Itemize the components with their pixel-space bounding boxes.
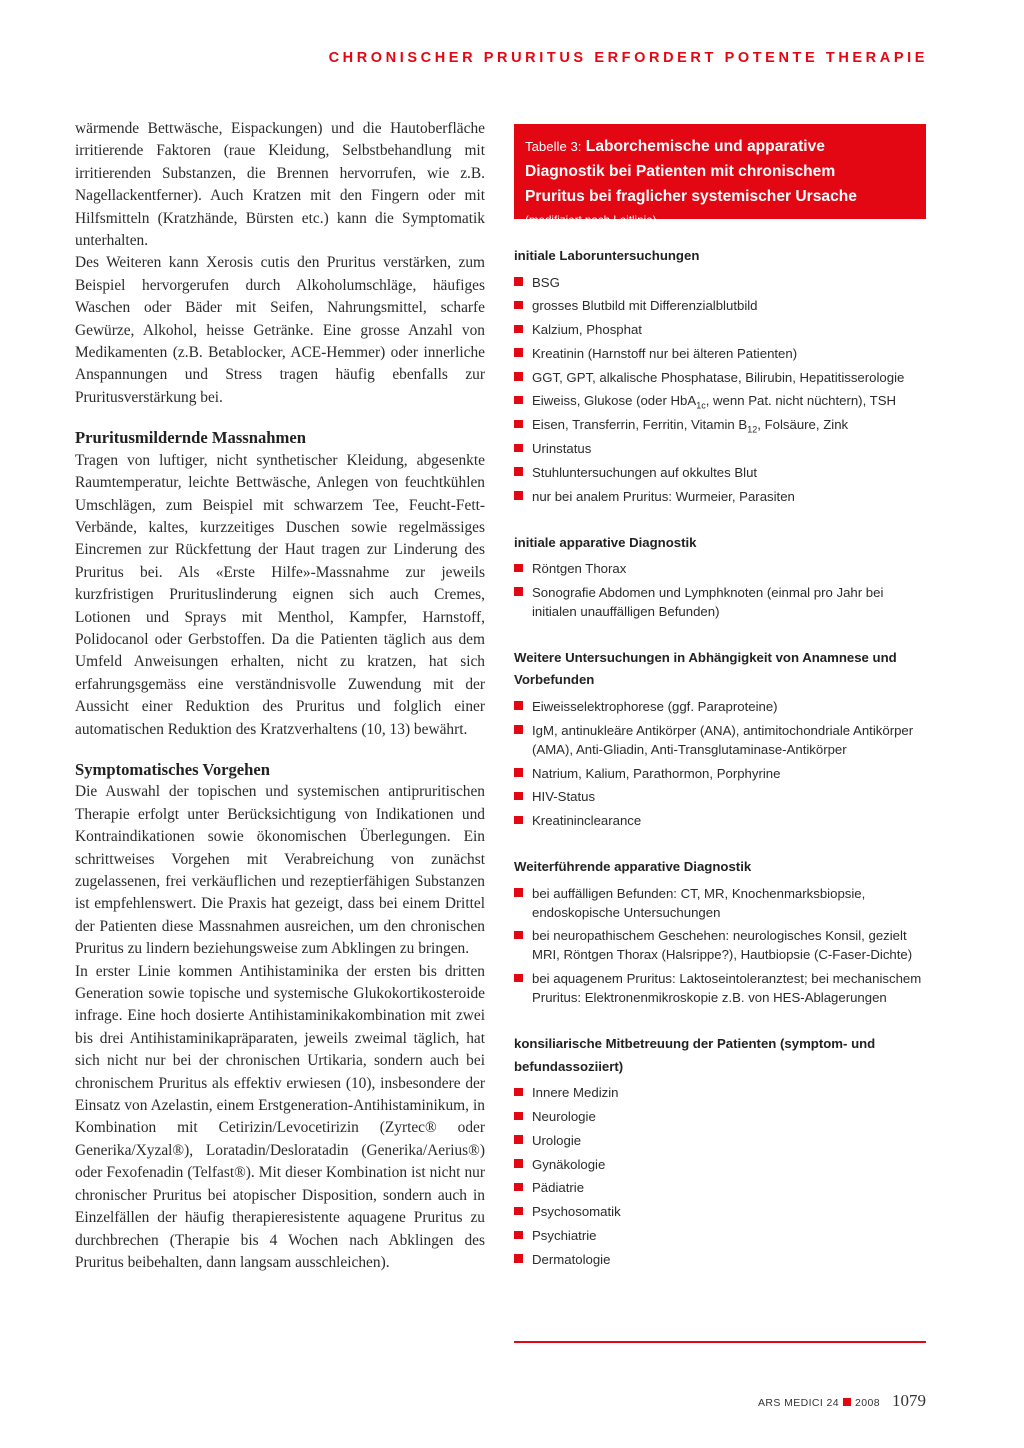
table-title-line: Laborchemische und apparative bbox=[585, 138, 825, 155]
bullet-square-icon bbox=[514, 325, 523, 334]
list-item: Eiweiss, Glukose (oder HbA$_{1c}$, wenn Pat. nicht nüchtern), TSH bbox=[514, 391, 926, 410]
bullet-square-icon bbox=[514, 420, 523, 429]
paragraph: Die Auswahl der topischen und systemischen antipruritischen Therapie erfolgt unter Berücksichtigung von Indikationen und Kontraindikationen sowie ökonomischen Überlegungen. Ein schrittweises Vorgehen mit Verabreichung von zunächst zugelassenen, frei verkäuflichen und rezeptierfähigen Substanzen ist empfehlenswert. Die Praxis hat gezeigt, dass bei einem Drittel der Patienten diese Massnahmen ausreichen, um den chronischen Pruritus zu lindern beziehungsweise zum Abklingen zu bringen. bbox=[75, 783, 485, 958]
journal-year: 2008 bbox=[855, 1397, 880, 1409]
bullet-square-icon bbox=[514, 1231, 523, 1240]
bullet-square-icon bbox=[514, 1183, 523, 1192]
list-item: Urinstatus bbox=[514, 439, 926, 458]
bullet-square-icon bbox=[514, 1159, 523, 1168]
list-item: Psychiatrie bbox=[514, 1226, 926, 1245]
table-section bbox=[514, 856, 926, 1007]
table-title-line: Pruritus bei fraglicher systemischer Ursache bbox=[525, 188, 857, 205]
paragraph: Tragen von luftiger, nicht synthetischer Kleidung, abgesenkte Raumtemperatur, leichte Bettwäsche, Anlegen von feuchtkühlen Umschlägen, zum Beispiel mit schwarzem Tee, Feucht-Fett-Verbände, kaltes, kurzzeitiges Duschen sowie regelmässiges Eincremen zur Rückfettung der Haut tragen zur Linderung des Pruritus bei. Als «Erste Hilfe»-Massnahme zur jeweils kurzfristigen Prurituslinderung eignen sich auch Cremes, Lotionen und Sprays mit Menthol, Kampfer, Harnstoff, Polidocanol oder Gerbstoffen. Da die Patienten täglich aus dem Umfeld Anweisungen erhalten, nicht zu kratzen, hat sich erfahrungsgemäss eine verständnisvolle Zuwendung mit der Aussicht einer Reduktion des Pruritus und folglich einer automatischen Reduktion des Kratzverhaltens (10, 13) bewährt. bbox=[75, 451, 485, 738]
list-item: Kreatinin (Harnstoff nur bei älteren Patienten) bbox=[514, 344, 926, 363]
list-item: Urologie bbox=[514, 1131, 926, 1150]
journal-name: ARS MEDICI 24 bbox=[757, 1397, 840, 1409]
list-item: Röntgen Thorax bbox=[514, 559, 926, 578]
section-heading: Pruritusmildernde Massnahmen bbox=[75, 428, 306, 448]
bullet-square-icon bbox=[514, 974, 523, 983]
list-item: nur bei analem Pruritus: Wurmeier, Parasiten bbox=[514, 487, 926, 506]
bullet-square-icon bbox=[514, 1207, 523, 1216]
bullet-square-icon bbox=[514, 1135, 523, 1144]
bullet-square-icon bbox=[514, 725, 523, 734]
bullet-square-icon bbox=[514, 931, 523, 940]
list-item: Innere Medizin bbox=[514, 1083, 926, 1102]
list-item: bei aquagenem Pruritus: Laktoseintoleranztest; bei mechanischem Pruritus: Elektronenmikroskopie z.B. von HES-Ablagerungen bbox=[514, 969, 926, 1007]
table-section bbox=[514, 647, 926, 830]
table-title-line: Diagnostik bei Patienten mit chronischem bbox=[525, 163, 836, 180]
bullet-square-icon bbox=[514, 816, 523, 825]
list-item: bei auffälligen Befunden: CT, MR, Knochenmarksbiopsie, endoskopische Untersuchungen bbox=[514, 884, 926, 922]
list-item: Dermatologie bbox=[514, 1250, 926, 1269]
list-item: Eiweisselektrophorese (ggf. Paraproteine) bbox=[514, 697, 926, 716]
bullet-square-icon bbox=[514, 564, 523, 573]
list-item: Eisen, Transferrin, Ferritin, Vitamin $B_{12}$, Folsäure, Zink bbox=[514, 415, 926, 434]
list-item: Sonografie Abdomen und Lymphknoten (einmal pro Jahr bei initialen unauffälligen Befunden) bbox=[514, 583, 926, 621]
list-item: grosses Blutbild mit Differenzialblutbild bbox=[514, 296, 926, 315]
section-title: Weitere Untersuchungen in Abhängigkeit von Anamnese und Vorbefunden bbox=[514, 649, 897, 688]
list-item: Kreatininclearance bbox=[514, 811, 926, 830]
section-title: initiale Laboruntersuchungen bbox=[514, 248, 700, 263]
bullet-square-icon bbox=[514, 1112, 523, 1121]
section-title: konsiliarische Mitbetreuung der Patienten (symptom- und befundassoziiert) bbox=[514, 1036, 876, 1074]
bullet-square-icon bbox=[514, 396, 523, 405]
bullet-square-icon bbox=[514, 348, 523, 357]
list-item: HIV-Status bbox=[514, 787, 926, 806]
footer-square-icon bbox=[843, 1398, 851, 1406]
list-item: Neurologie bbox=[514, 1107, 926, 1126]
bullet-square-icon bbox=[514, 1088, 523, 1097]
bullet-square-icon bbox=[514, 792, 523, 801]
list-item: Stuhluntersuchungen auf okkultes Blut bbox=[514, 463, 926, 482]
table-section bbox=[514, 532, 926, 621]
bullet-square-icon bbox=[514, 467, 523, 476]
page-footer bbox=[758, 1391, 926, 1411]
list-item: IgM, antinukleäre Antikörper (ANA), antimitochondriale Antikörper (AMA), Anti-Gliadin, Anti-Transglutaminase-Antikörper bbox=[514, 721, 926, 759]
bullet-square-icon bbox=[514, 587, 523, 596]
section-title: Weiterführende apparative Diagnostik bbox=[514, 859, 752, 875]
list-item: Gynäkologie bbox=[514, 1155, 926, 1174]
list-item: Natrium, Kalium, Parathormon, Porphyrine bbox=[514, 764, 926, 783]
bullet-square-icon bbox=[514, 277, 523, 286]
section-heading: Symptomatisches Vorgehen bbox=[75, 759, 270, 779]
article-body bbox=[75, 118, 485, 1274]
bullet-square-icon bbox=[514, 888, 523, 897]
section-title: initiale apparative Diagnostik bbox=[514, 534, 697, 550]
table-section bbox=[514, 1033, 926, 1269]
bullet-square-icon bbox=[514, 1254, 523, 1263]
bullet-square-icon bbox=[514, 701, 523, 710]
bullet-square-icon bbox=[514, 768, 523, 777]
running-header: CHRONISCHER PRURITUS ERFORDERT POTENTE THERAPIE bbox=[328, 50, 928, 66]
table-bottom-rule bbox=[514, 1341, 926, 1343]
list-item: Pädiatrie bbox=[514, 1178, 926, 1197]
bullet-square-icon bbox=[514, 301, 523, 310]
paragraph: In erster Linie kommen Antihistaminika der ersten bis dritten Generation sowie topische und systemische Glukokortikosteroide infrage. Eine hoch dosierte Antihistaminikakombination mit zwei bis drei Antihistaminikapräparaten, jeweils zweimal täglich, hat sich nicht nur bei der chronischen Urtikaria, sondern auch bei chronischem Pruritus als effektiv erwiesen (10), insbesondere der Einsatz von Azelastin, einem Erstgeneration-Antihistaminikum, in Kombination mit Cetirizin/Levocetirizin (Zyrtec® oder Generika/Xyzal®), Loratadin/Desloratadin (Generika/Aerius®) oder Fexofenadin (Telfast®). Mit dieser Kombination ist nicht nur chronischer Pruritus bei atopischer Disposition, sondern auch in Einzelfällen der häufig therapieresistente aquagene Pruritus zu durchbrechen (Therapie bis 4 Wochen nach Abklingen des Pruritus beibehalten, dann langsam ausschleichen). bbox=[75, 962, 485, 1271]
table-header bbox=[514, 124, 926, 227]
table-section bbox=[514, 245, 926, 506]
table-label: Tabelle 3: bbox=[525, 139, 582, 154]
paragraph: Des Weiteren kann Xerosis cutis den Pruritus verstärken, zum Beispiel hervorgerufen durch Alkoholumschläge, häufiges Waschen oder Bäder mit Seifen, Nahrungsmittel, scharfe Gewürze, Alkohol, heisse Getränke. Eine grosse Anzahl von Medikamenten (z.B. Betablocker, ACE-Hemmer) oder innerliche Anspannungen und Stress tragen häufig ebenfalls zur Pruritusverstärkung bei. bbox=[75, 254, 485, 406]
bullet-square-icon bbox=[514, 444, 523, 453]
table-3 bbox=[514, 124, 926, 1274]
bullet-square-icon bbox=[514, 491, 523, 500]
paragraph: wärmende Bettwäsche, Eispackungen) und die Hautoberfläche irritierende Faktoren (raue Kleidung, Selbstbehandlung mit irritierenden Substanzen, die Brennen hervorrufen, wie z.B. Nagellackentferner). Auch Kratzen mit den Fingern oder mit Hilfsmitteln (Kratzhände, Bürsten etc.) kann die Symptomatik unterhalten. bbox=[75, 120, 485, 250]
table-note: (modifiziert nach Leitlinie) bbox=[525, 214, 657, 227]
list-item: Psychosomatik bbox=[514, 1202, 926, 1221]
bullet-square-icon bbox=[514, 372, 523, 381]
list-item: Kalzium, Phosphat bbox=[514, 320, 926, 339]
list-item: BSG bbox=[514, 273, 926, 292]
page-number: 1079 bbox=[892, 1391, 926, 1410]
list-item: bei neuropathischem Geschehen: neurologisches Konsil, gezielt MRI, Röntgen Thorax (Halsrippe?), Hautbiopsie (C-Faser-Dichte) bbox=[514, 926, 926, 964]
list-item: GGT, GPT, alkalische Phosphatase, Bilirubin, Hepatitisserologie bbox=[514, 368, 926, 387]
